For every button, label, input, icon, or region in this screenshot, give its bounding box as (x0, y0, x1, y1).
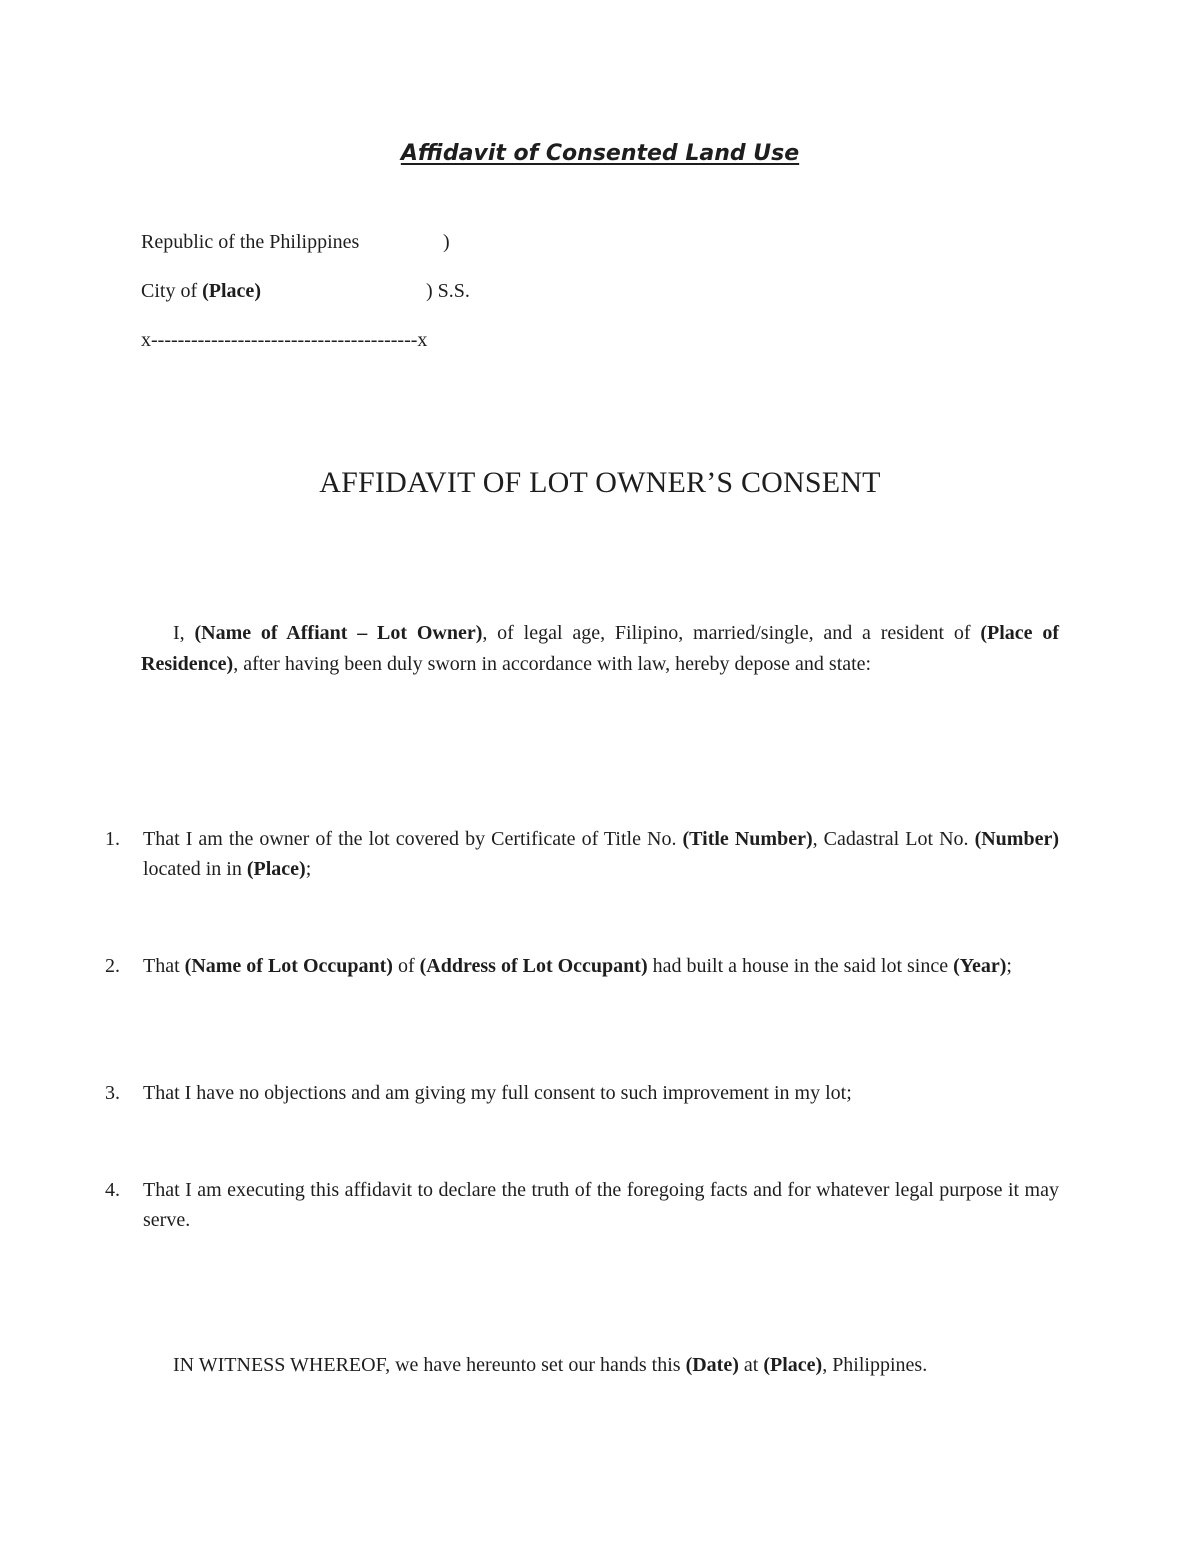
list-item-text: That I have no objections and am giving my full consent to such improvement in my lot; (143, 1082, 852, 1104)
witness-place-placeholder: (Place) (763, 1354, 823, 1376)
list-item-number: 4. (105, 1179, 120, 1201)
intro-text-1: I, (173, 622, 195, 644)
witness-text-3: , Philippines. (822, 1354, 928, 1376)
document-heading: Affidavit of Consented Land Use (400, 141, 800, 166)
caption-line-republic (141, 228, 450, 256)
caption-ss-label: ) S.S. (426, 280, 470, 302)
list-item-4 (105, 1175, 1059, 1235)
occupant-name-placeholder: (Name of Lot Occupant) (184, 955, 393, 977)
list-item-text: That I am the owner of the lot covered by Certificate of Title No. (Title Number), Cadastral Lot No. (Number) located in in (Place); (143, 828, 1059, 880)
intro-text-3: , after having been duly sworn in accordance with law, hereby depose and state: (233, 653, 872, 675)
witness-text-1: IN WITNESS WHEREOF, we have hereunto set our hands this (173, 1354, 686, 1376)
affidavit-title: AFFIDAVIT OF LOT OWNER’S CONSENT (319, 466, 881, 499)
year-placeholder: (Year) (953, 955, 1007, 977)
affiant-name-placeholder: (Name of Affiant – Lot Owner) (194, 622, 483, 644)
caption-city-placeholder: (Place) (202, 280, 261, 302)
witness-paragraph (141, 1350, 1059, 1381)
list-item-2 (105, 951, 1059, 981)
list-item-text: That I am executing this affidavit to declare the truth of the foregoing facts and for whatever legal purpose it may serve. (143, 1179, 1059, 1231)
intro-text-2: , of legal age, Filipino, married/single, and a resident of (482, 622, 981, 644)
caption-republic-label: Republic of the Philippines (141, 231, 360, 253)
intro-paragraph (141, 618, 1059, 680)
caption-republic-bracket: ) (443, 231, 450, 253)
caption-line-city (141, 277, 470, 305)
date-placeholder: (Date) (685, 1354, 739, 1376)
witness-text-2: at (738, 1354, 764, 1376)
list-item-number: 2. (105, 955, 120, 977)
occupant-address-placeholder: (Address of Lot Occupant) (419, 955, 648, 977)
list-item-number: 1. (105, 828, 120, 850)
title-number-placeholder: (Title Number) (682, 828, 813, 850)
caption-city-label: City of (141, 280, 203, 302)
caption-separator: x----------------------------------------x (141, 329, 428, 351)
list-item-number: 3. (105, 1082, 120, 1104)
lot-number-placeholder: (Number) (974, 828, 1059, 850)
place-placeholder: (Place) (246, 858, 306, 880)
list-item-text: That (Name of Lot Occupant) of (Address of Lot Occupant) had built a house in the said lot since (Year); (143, 955, 1012, 977)
list-item-1 (105, 824, 1059, 884)
residence-placeholder: (Place of Residence) (141, 622, 1060, 675)
list-item-3 (105, 1078, 1059, 1108)
